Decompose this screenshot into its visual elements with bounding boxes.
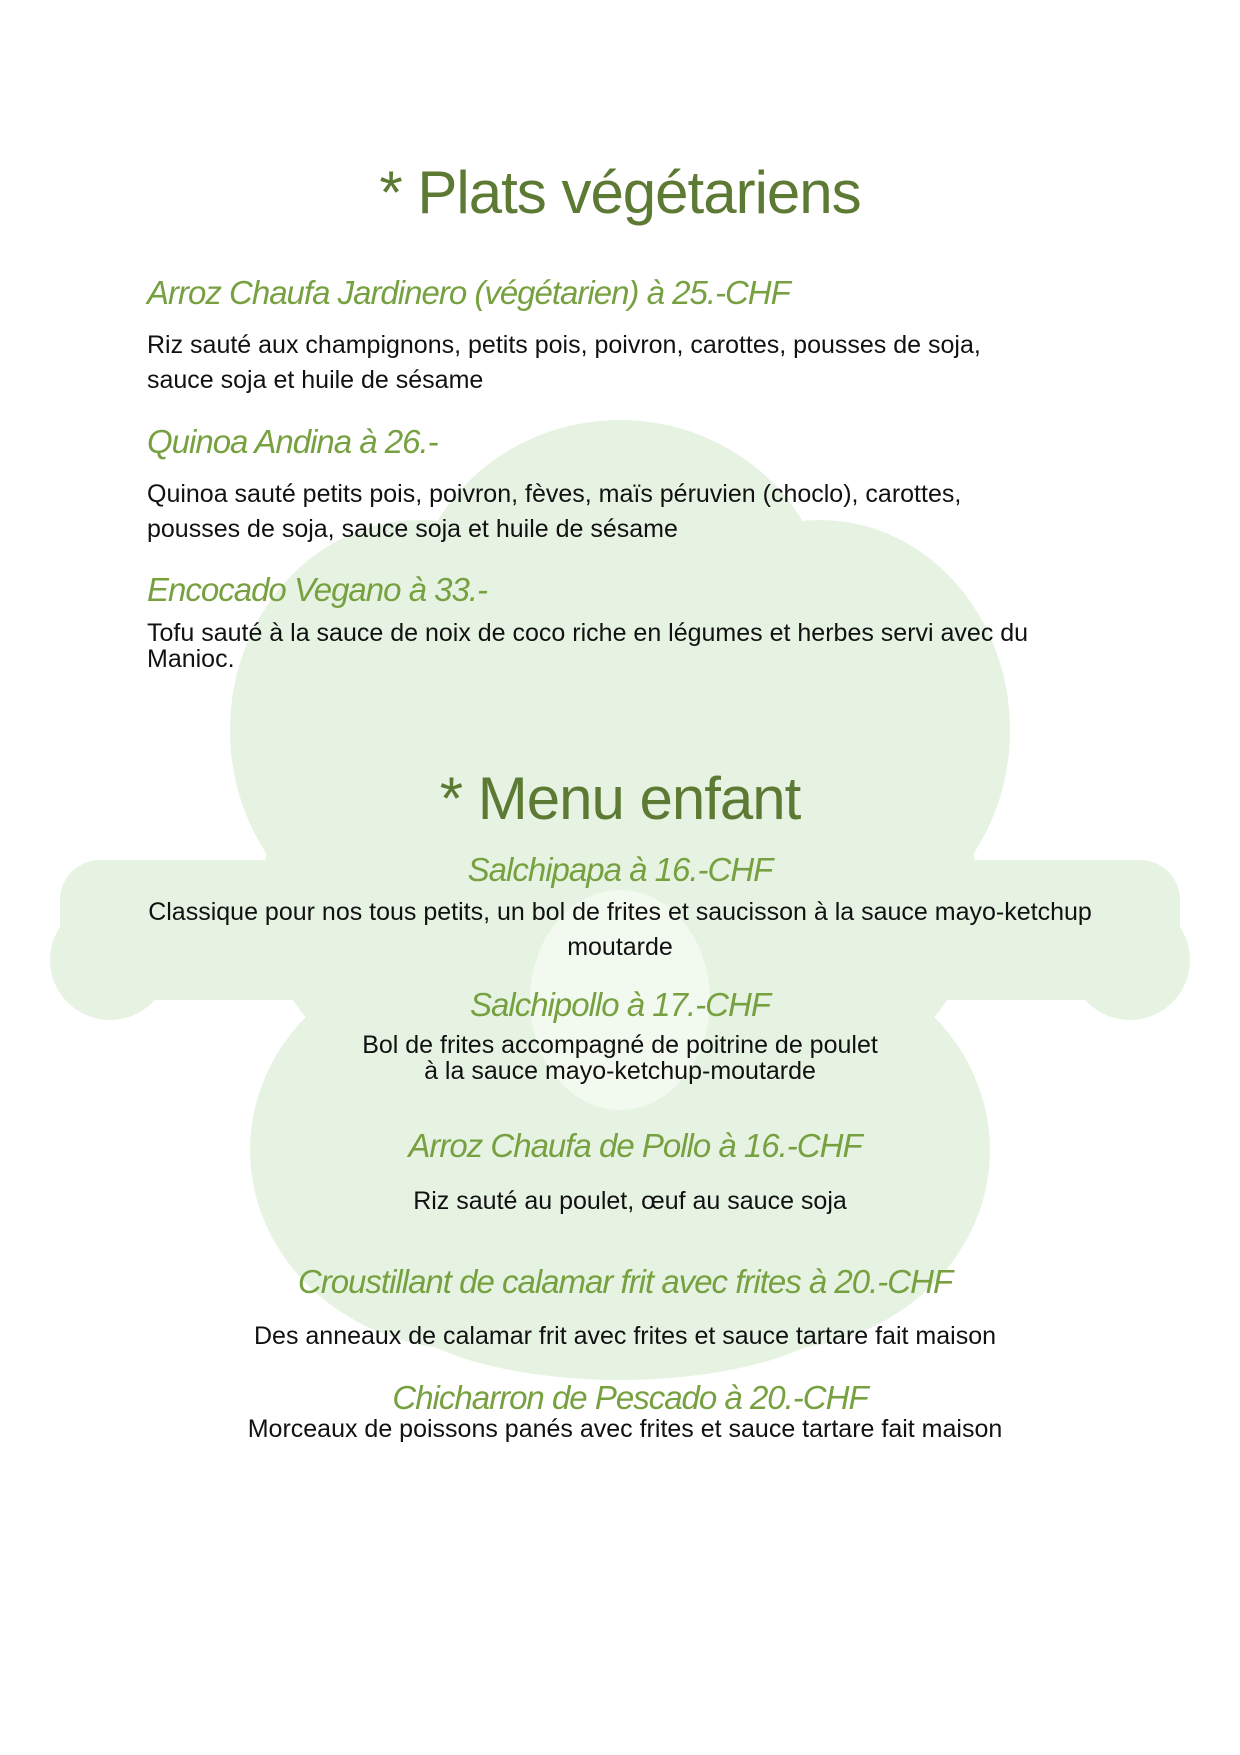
dish-name: Encocado Vegano à 33.- — [147, 571, 488, 608]
section-title-vegetarian: * Plats végétariens — [379, 159, 861, 226]
dish-description: Bol de frites accompagné de poitrine de poulet à la sauce mayo-ketchup-moutarde — [362, 1031, 878, 1085]
dish-description: Quinoa sauté petits pois, poivron, fèves, maïs péruvien (choclo), carottes, pousses de soja, sauce soja et huile de sésame — [147, 480, 962, 543]
dish-description: Riz sauté au poulet, œuf au sauce soja — [413, 1187, 847, 1215]
dish-name: Salchipapa à 16.-CHF — [467, 851, 773, 888]
dish-name: Chicharron de Pescado à 20.-CHF — [392, 1379, 868, 1416]
section-title-kids-menu: * Menu enfant — [439, 765, 801, 832]
dish-description: Morceaux de poissons panés avec frites et sauce tartare fait maison — [247, 1415, 1003, 1443]
dish-description: Riz sauté aux champignons, petits pois, poivron, carottes, pousses de soja, sauce soja et huile de sésame — [147, 331, 981, 394]
dish-description: Des anneaux de calamar frit avec frites et sauce tartare fait maison — [253, 1322, 997, 1350]
dish-description: Tofu sauté à la sauce de noix de coco riche en légumes et herbes servi avec du Manioc. — [147, 619, 1029, 673]
dish-name: Croustillant de calamar frit avec frites à 20.-CHF — [297, 1263, 953, 1300]
dish-name: Arroz Chaufa Jardinero (végétarien) à 25.-CHF — [147, 274, 790, 311]
dish-name: Arroz Chaufa de Pollo à 16.-CHF — [408, 1127, 862, 1164]
dish-name: Quinoa Andina à 26.- — [147, 423, 438, 460]
dish-name: Salchipollo à 17.-CHF — [470, 986, 770, 1023]
dish-description: Classique pour nos tous petits, un bol de frites et saucisson à la sauce mayo-ketchup moutarde — [148, 898, 1092, 961]
